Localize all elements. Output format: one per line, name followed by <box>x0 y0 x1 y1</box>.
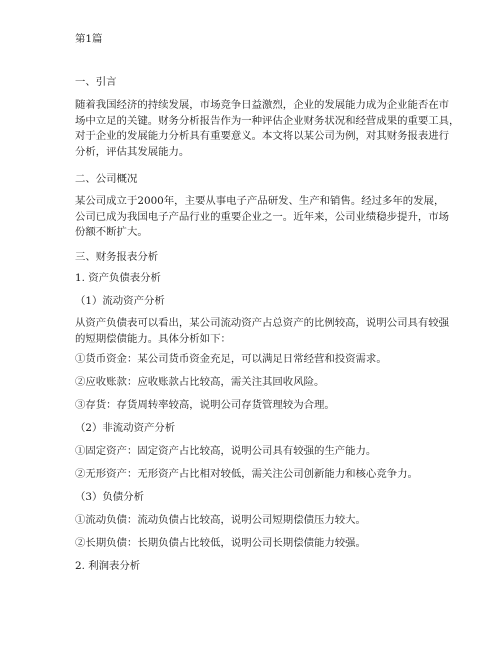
subheading-current-assets: （1）流动资产分析 <box>75 295 165 307</box>
company-paragraph <box>75 194 450 241</box>
paragraph-line: 公司已成为我国电子产品行业的重要企业之一。近年来，公司业绩稳步提升，市场 <box>75 210 450 223</box>
paragraph-line: 场中立足的关键。财务分析报告作为一种评估企业财务状况和经营成果的重要工具， <box>75 114 460 127</box>
intro-paragraph <box>75 98 460 160</box>
section-heading-intro: 一、引言 <box>75 76 117 88</box>
paragraph-line: 某公司成立于2000年，主要从事电子产品研发、生产和销售。经过多年的发展， <box>75 195 445 207</box>
list-item: ①流动负债：流动负债占比较高，说明公司短期偿债压力较大。 <box>75 514 366 526</box>
paragraph-line: 分析，评估其发展能力。 <box>75 145 190 158</box>
paragraph-line: 从资产负债表可以看出，某公司流动资产占总资产的比例较高，说明公司具有较强 <box>75 317 450 329</box>
subsection-heading-balance-sheet: 1. 资产负债表分析 <box>75 272 161 284</box>
paragraph-line: 对于企业的发展能力分析具有重要意义。本文将以某公司为例，对其财务报表进行 <box>75 130 450 143</box>
subheading-liabilities: （3）负债分析 <box>75 491 144 503</box>
section-heading-company: 二、公司概况 <box>75 173 138 185</box>
list-item: ②长期负债：长期负债占比较低，说明公司长期偿债能力较强。 <box>75 537 366 549</box>
list-item: ②应收账款：应收账款占比较高，需关注其回收风险。 <box>75 376 325 388</box>
list-item: ③存货：存货周转率较高，说明公司存货管理较为合理。 <box>75 399 335 411</box>
current-assets-paragraph <box>75 316 450 347</box>
list-item: ②无形资产：无形资产占比相对较低，需关注公司创新能力和核心竞争力。 <box>75 468 418 480</box>
paragraph-line: 随着我国经济的持续发展，市场竞争日益激烈，企业的发展能力成为企业能否在市 <box>75 99 450 111</box>
section-heading-financial: 三、财务报表分析 <box>75 251 159 263</box>
list-item: ①固定资产：固定资产占比较高，说明公司具有较强的生产能力。 <box>75 445 377 457</box>
list-item: ①货币资金：某公司货币资金充足，可以满足日常经营和投资需求。 <box>75 353 387 365</box>
paragraph-line: 的短期偿债能力。具体分析如下： <box>75 332 231 345</box>
subheading-noncurrent-assets: （2）非流动资产分析 <box>75 422 176 434</box>
paragraph-line: 份额不断扩大。 <box>75 226 148 239</box>
part-title: 第1篇 <box>75 33 103 45</box>
subsection-heading-income-statement: 2. 利润表分析 <box>75 560 141 572</box>
